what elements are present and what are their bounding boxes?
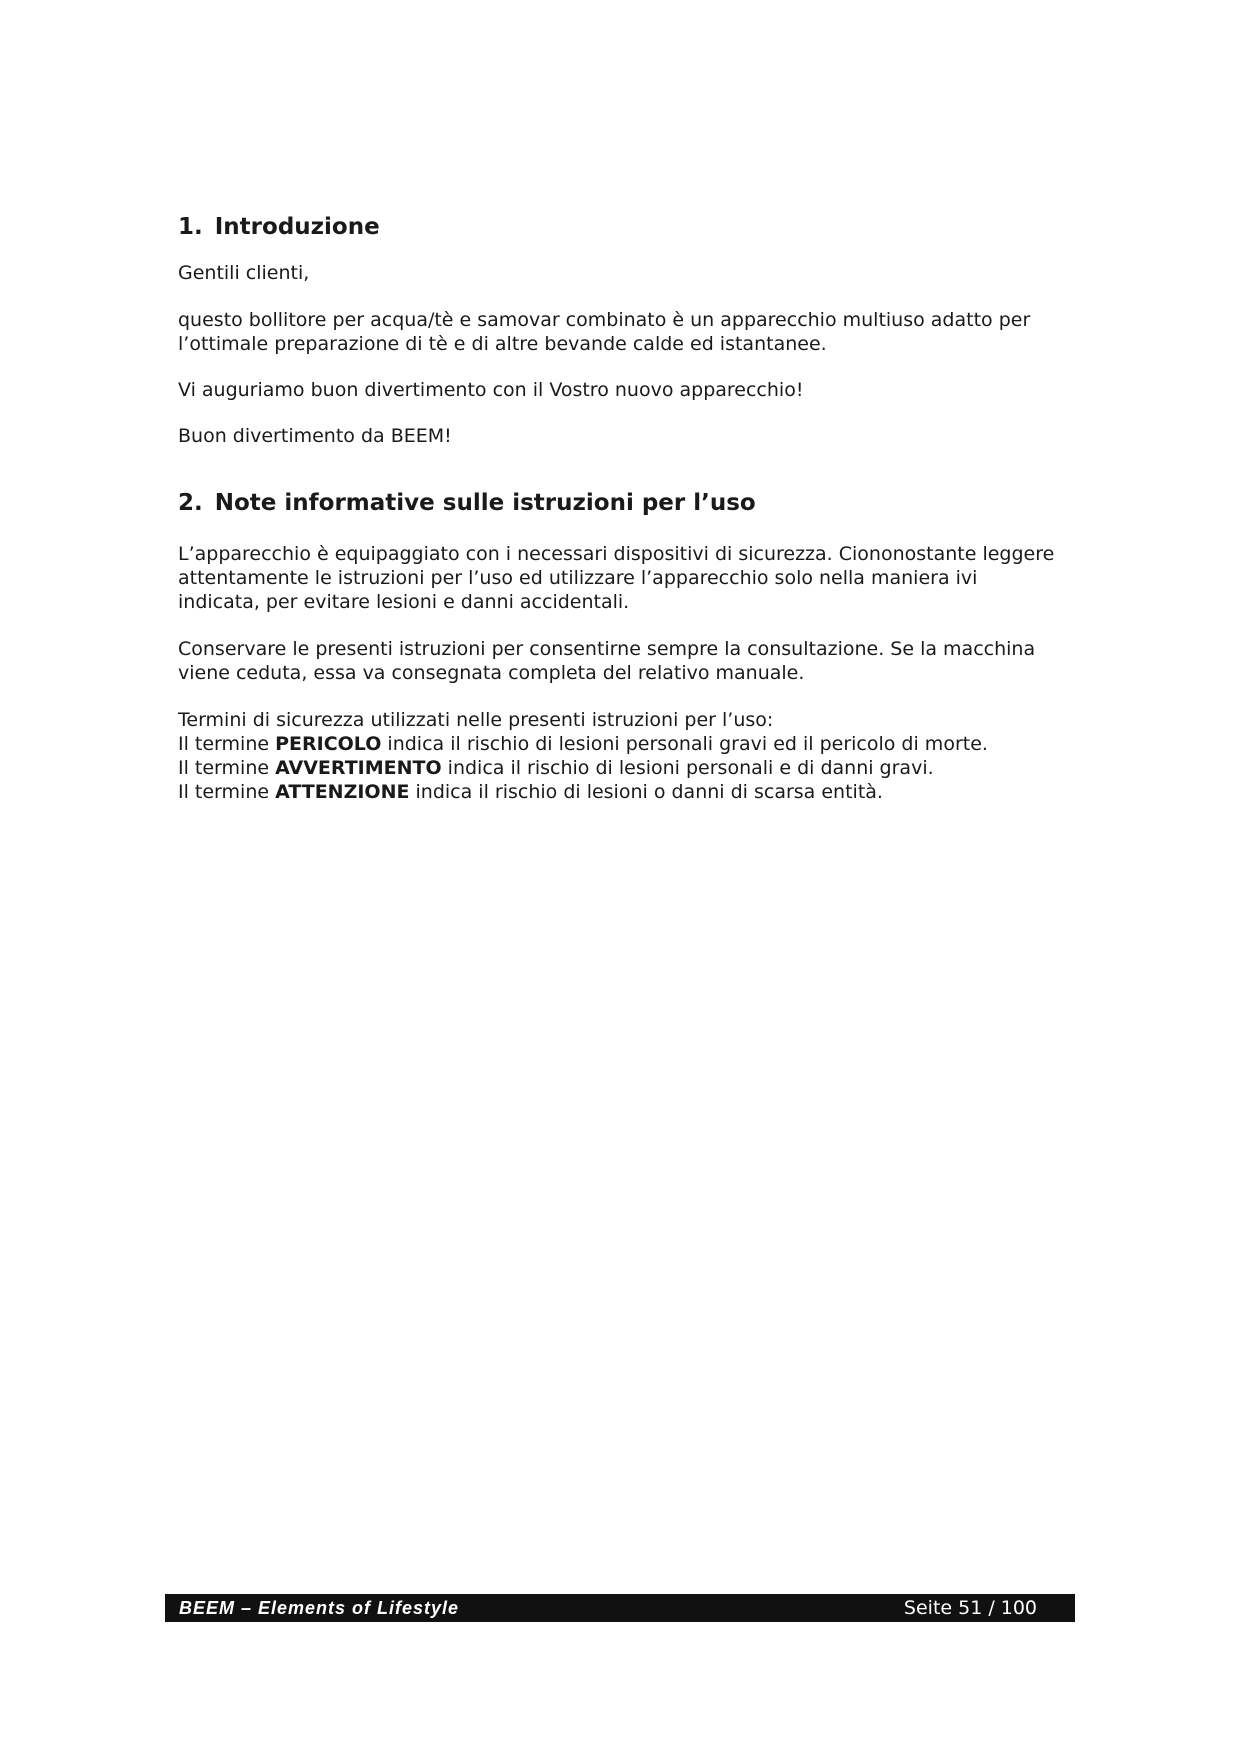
page-footer [165, 1594, 1075, 1622]
intro-line-2: l’ottimale preparazione di tè e di altre bevande calde ed istantanee. [178, 333, 827, 355]
term-keyword: AVVERTIMENTO [275, 757, 442, 779]
section-1-number: 1. [178, 214, 203, 240]
term-keyword: PERICOLO [275, 733, 382, 755]
section-2-title: Note informative sulle istruzioni per l’uso [214, 490, 756, 516]
notes-p1-line-2: attentamente le istruzioni per l’uso ed utilizzare l’apparecchio solo nella maniera ivi [178, 567, 978, 589]
section-1-title: Introduzione [214, 214, 380, 240]
term-keyword: ATTENZIONE [275, 781, 410, 803]
term-description: indica il rischio di lesioni personali e di danni gravi. [441, 757, 934, 779]
safety-terms-paragraph [178, 708, 1078, 804]
term-description: indica il rischio di lesioni o danni di scarsa entità. [409, 781, 883, 803]
intro-paragraph [178, 308, 1078, 356]
section-2-number: 2. [178, 490, 203, 516]
safety-term-avvertimento [178, 756, 1078, 780]
notes-p1-line-3: indicata, per evitare lesioni e danni accidentali. [178, 591, 630, 613]
notes-paragraph-1 [178, 542, 1078, 614]
term-description: indica il rischio di lesioni personali gravi ed il pericolo di morte. [381, 733, 988, 755]
greeting: Gentili clienti, [178, 262, 310, 284]
page-separator: / [988, 1597, 995, 1619]
notes-p2-line-1: Conservare le presenti istruzioni per consentirne sempre la consultazione. Se la macchina [178, 638, 1036, 660]
section-2-heading [178, 486, 1078, 520]
term-prefix: Il termine [178, 757, 276, 779]
intro-line-1: questo bollitore per acqua/tè e samovar combinato è un apparecchio multiuso adatto per [178, 309, 1031, 331]
notes-paragraph-2 [178, 637, 1078, 685]
section-1-heading [178, 210, 1078, 244]
notes-p1-line-1: L’apparecchio è equipaggiato con i necessari dispositivi di sicurezza. Ciononostante leggere [178, 543, 1055, 565]
footer-brand: BEEM – Elements of Lifestyle [179, 1598, 460, 1618]
safety-term-attenzione [178, 780, 1078, 804]
wish-paragraph: Vi auguriamo buon divertimento con il Vostro nuovo apparecchio! [178, 379, 804, 401]
page-current: 51 [958, 1597, 983, 1619]
page-label: Seite [903, 1597, 953, 1619]
term-prefix: Il termine [178, 733, 276, 755]
notes-p2-line-2: viene ceduta, essa va consegnata completa del relativo manuale. [178, 662, 805, 684]
term-prefix: Il termine [178, 781, 276, 803]
safety-terms-intro: Termini di sicurezza utilizzati nelle presenti istruzioni per l’uso: [178, 709, 774, 731]
footer-page-number [904, 1597, 1037, 1619]
signoff-paragraph: Buon divertimento da BEEM! [178, 425, 452, 447]
safety-term-pericolo [178, 732, 1078, 756]
page-total: 100 [1000, 1597, 1037, 1619]
page-content [178, 210, 1078, 804]
